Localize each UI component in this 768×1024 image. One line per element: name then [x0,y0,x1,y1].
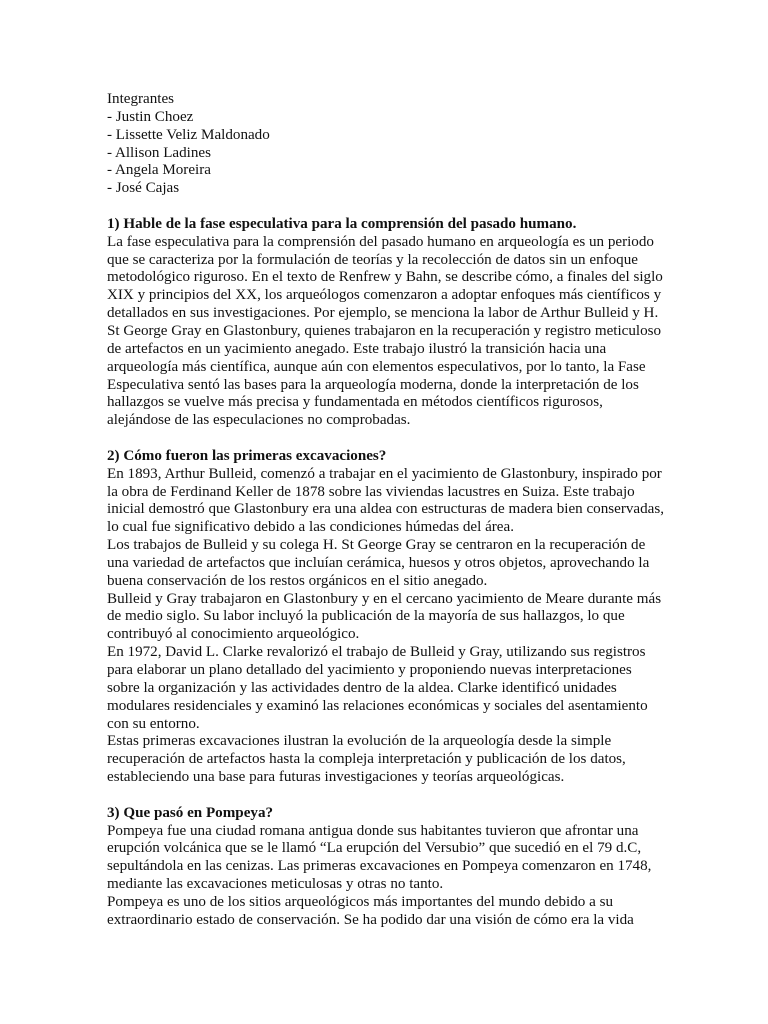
member-item: - Justin Choez [107,108,194,125]
section-paragraph: Pompeya es uno de los sitios arqueológicos más importantes del mundo debido a su extraordinario estado de conservación. Se ha podido dar una visión de cómo era la vida [107,893,634,928]
section-3 [107,805,667,930]
member-item: - Angela Moreira [107,162,211,179]
member-item: - Lissette Veliz Maldonado [107,126,270,143]
section-paragraph: La fase especulativa para la comprensión del pasado humano en arqueología es un periodo que se caracteriza por la formulación de teorías y la recolección de datos sin un enfoque metodológico riguroso. En el texto de Renfrew y Bahn, se describe cómo, a finales del siglo XIX y principios del XX, los arqueólogos comenzaron a adoptar enfoques más científicos y detallados en sus investigaciones. Por ejemplo, se menciona la labor de Arthur Bulleid y H. St George Gray en Glastonbury, quienes trabajaron en la recuperación y registro meticuloso de artefactos en un yacimiento anegado. Este trabajo ilustró la transición hacia una arqueología más científica, aunque aún con elementos especulativos, por lo tanto, la Fase Especulativa sentó las bases para la arqueología moderna, donde la interpretación de los hallazgos se vuelve más precisa y fundamentada en métodos científicos rigurosos, alejándose de las especulaciones no comprobadas. [107,233,663,429]
section-1 [107,216,667,430]
member-item: - Allison Ladines [107,144,211,161]
section-paragraph: En 1893, Arthur Bulleid, comenzó a trabajar en el yacimiento de Glastonbury, inspirado por la obra de Ferdinand Keller de 1878 sobre las viviendas lacustres en Suiza. Este trabajo inicial demostró que Glastonbury era una aldea con estructuras de madera bien conservadas, lo cual fue significativo debido a las condiciones húmedas del área. [107,465,664,536]
section-paragraph: Pompeya fue una ciudad romana antigua donde sus habitantes tuvieron que afrontar una erupción volcánica que se le llamó “La erupción del Versubio” que sucedió en el 79 d.C, sepultándola en las cenizas. Las primeras excavaciones en Pompeya comenzaron en 1748, mediante las excavaciones meticulosas y otras no tanto. [107,822,652,893]
member-item: - José Cajas [107,180,180,197]
document-body [107,91,667,930]
blank-line [107,787,667,805]
members-block [107,91,667,198]
blank-line [107,430,667,448]
members-heading: Integrantes [107,91,175,107]
section-paragraph: En 1972, David L. Clarke revalorizó el trabajo de Bulleid y Gray, utilizando sus registros para elaborar un plano detallado del yacimiento y proponiendo nuevas interpretaciones sobre la organización y las actividades dentro de la aldea. Clarke identificó unidades modulares residenciales y examinó las relaciones económicas y sociales del asentamiento con su entorno. [107,644,648,732]
section-title: 2) Cómo fueron las primeras excavaciones? [107,447,387,464]
section-title: 1) Hable de la fase especulativa para la comprensión del pasado humano. [107,215,577,232]
blank-line [107,198,667,216]
section-paragraph: Los trabajos de Bulleid y su colega H. St George Gray se centraron en la recuperación de una variedad de artefactos que incluían cerámica, huesos y otros objetos, aprovechando la buena conservación de los restos orgánicos en el sitio anegado. [107,537,650,589]
section-paragraph: Bulleid y Gray trabajaron en Glastonbury y en el cercano yacimiento de Meare durante más de medio siglo. Su labor incluyó la publicación de la mayoría de sus hallazgos, lo que contribuyó al conocimiento arqueológico. [107,590,662,643]
section-title: 3) Que pasó en Pompeya? [107,804,274,821]
section-2 [107,448,667,787]
section-paragraph: Estas primeras excavaciones ilustran la evolución de la arqueología desde la simple recuperación de artefactos hasta la compleja interpretación y publicación de los datos, estableciendo una base para futuras investigaciones y teorías arqueológicas. [107,733,626,786]
